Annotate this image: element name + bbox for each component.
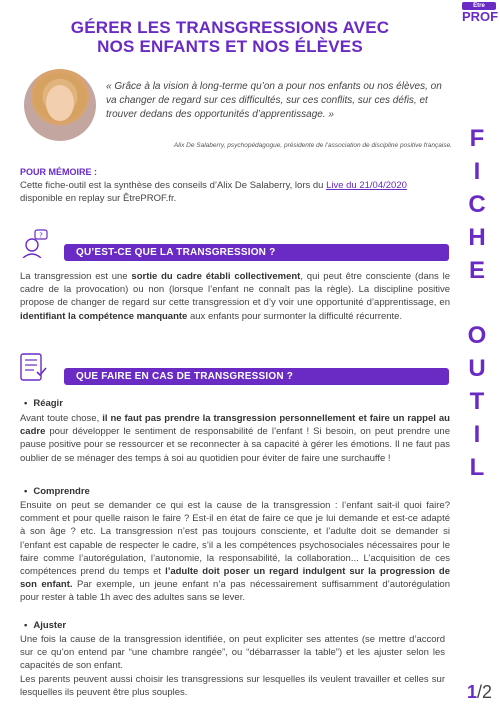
quote-text: « Grâce à la vision à long-terme qu’on a pour nos enfants ou nos élèves, on va changer de regard sur ces difficultés, sur ces conflits, sur ces défis, et trouver dedans des opportunités d’apprentissage. »: [106, 81, 442, 120]
page-number: 1/2: [466, 682, 492, 702]
memo-text: Cette fiche-outil est la synthèse des conseils d’Alix De Salaberry, lors du Live du 21/04/2020 disponible en replay sur ÊtrePROF.fr.: [20, 180, 407, 204]
live-link[interactable]: Live du 21/04/2020: [326, 180, 407, 191]
paragraph-ajuster: Une fois la cause de la transgression identifiée, on peut expliciter ses attentes (se mettre d’accord sur ce qu’on entend par “une chambre rangée”, ou “débarrasser la table”) et les ajuster selon les capacités de son enfant. Les parents peuvent aussi choisir les transgressions sur lesquelles ils veulent travailler et celles sur lesquelles ils peuvent être plus souples.: [20, 634, 445, 698]
memo-label: POUR MÉMOIRE :: [20, 167, 98, 177]
svg-text:?: ?: [39, 231, 43, 240]
side-title-fiche-outil: F I C H E O U T I L: [467, 125, 487, 481]
section1-paragraph: La transgression est une sortie du cadre établi collectivement, qui peut être consciente (dans le cadre de la provocation) ou non (lorsque l’enfant ne connaît pas la règle). La discipline positive propose de changer de regard sur cette transgression et d’y voir une opportunité d’apprentissage, en identifiant la compétence manquante aux enfants pour surmonter la difficulté récurrente.: [20, 271, 450, 322]
subheading-reagir: • Réagir: [20, 398, 63, 409]
paragraph-comprendre: Ensuite on peut se demander ce qui est la cause de la transgression : l’enfant sait-il quoi faire? comment et pour quelle raison le faire ? Est-il en état de faire ce que je lui demande et est-ce adapté à son âge ? etc. La transgression n’est pas toujours consciente, et l’adulte doit se demander si l’enfant est capable de respecter le cadre, s’il a les compétences psychosociales nécessaires pour le faire comme l’autorégulation, l’autonomie, la responsabilité, la collaboration... L’acquisition de ces compétences prend du temps et l’adulte doit poser un regard indulgent sur la progression de son enfant. Par exemple, un jeune enfant n’a pas nécessairement suffisamment d’autorégulation pour rester à table 1h avec des adultes sans se lever.: [20, 500, 450, 604]
etreprof-logo: Être PROF: [462, 3, 499, 24]
page-title: GÉRER LES TRANSGRESSIONS AVEC NOS ENFANTS ET NOS ÉLÈVES: [70, 18, 390, 56]
subheading-comprendre: • Comprendre: [20, 486, 90, 497]
section-heading-que-faire: QUE FAIRE EN CAS DE TRANSGRESSION ?: [64, 368, 449, 385]
quote-attribution: Alix De Salaberry, psychopédagogue, présidente de l’association de discipline positive française.: [173, 142, 452, 149]
subheading-ajuster: • Ajuster: [20, 620, 66, 631]
paragraph-reagir: Avant toute chose, il ne faut pas prendre la transgression personnellement et faire un rappel au cadre pour développer le sentiment de responsabilité de l’enfant ! Si besoin, on peut prendre une pause positive pour se ressourcer et se reconnecter à sa capacité à gérer les émotions. Il ne faut pas oublier de se ménager des temps à soi au quotidien pour éviter de faire une surchauffe !: [20, 413, 450, 464]
question-person-icon: [18, 228, 48, 258]
section-heading-transgression: QU’EST-CE QUE LA TRANSGRESSION ?: [64, 244, 449, 261]
checklist-icon: [18, 352, 48, 382]
author-photo: [24, 69, 96, 141]
